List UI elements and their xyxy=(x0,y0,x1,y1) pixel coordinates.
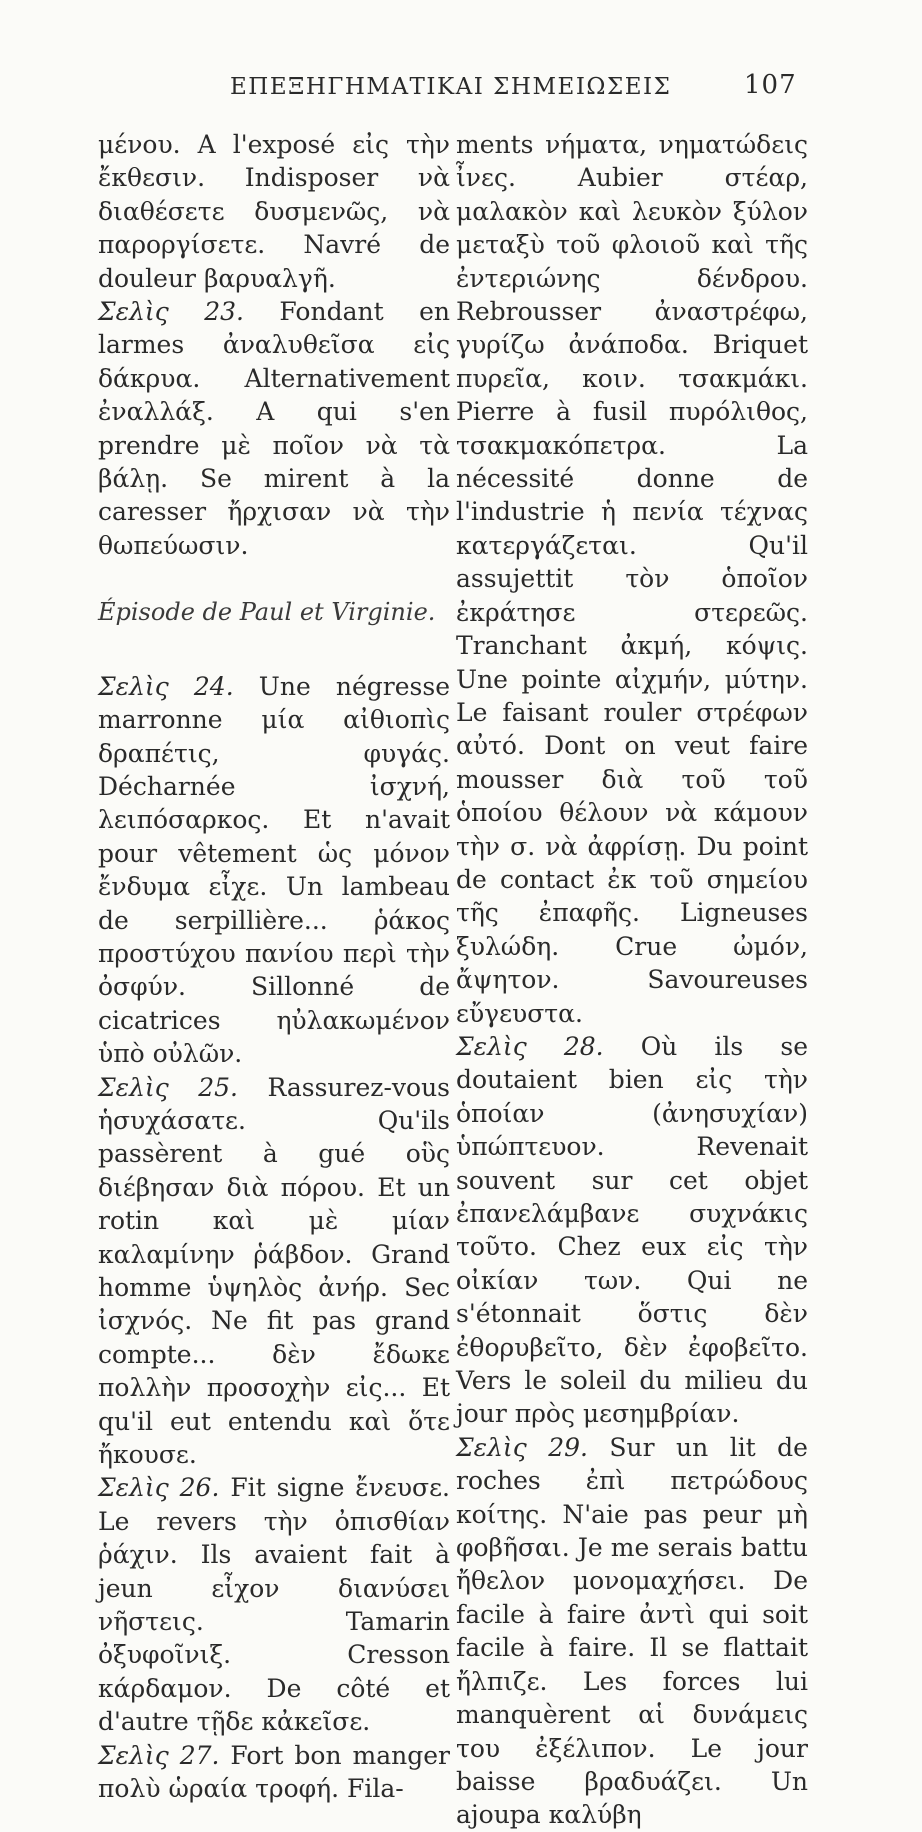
entry-page-27 xyxy=(98,1739,450,1806)
entry-text: Sur un lit de roches ἐπὶ πετρώδους κοίτης. N'aie pas peur μὴ φοβῆσαι. Je me serais battu ἤθελον μονομαχήσει. De facile à faire ἀντὶ qui soit facile à faire. Il se flattait ἤλπιζε. Les forces lui manquèrent αἱ δυνάμεις του ἐξέλιπον. Le jour baisse βραδυάζει. Un ajoupa καλύβη xyxy=(456,1432,808,1830)
entry-page-26 xyxy=(98,1471,450,1738)
entry-page-24 xyxy=(98,670,450,1071)
entry-page-29 xyxy=(456,1431,808,1832)
left-column xyxy=(98,128,450,1806)
page-number: 107 xyxy=(744,70,797,100)
continuation-paragraph xyxy=(98,128,450,295)
page-ref-label: Σελὶς 26. xyxy=(98,1473,220,1503)
page-ref-label: Σελὶς 28. xyxy=(456,1031,604,1061)
entry-text: Une négresse marronne μία αἰθιοπὶς δραπέτις, φυγάς. Décharnée ἰσχνή, λειπόσαρκος. Et n'avait pour vêtement ὡς μόνον ἔνδυμα εἶχε. Un lambeau de serpillière... ῥάκος προστύχου πανίου περὶ τὴν ὀσφύν. Sillonné de cicatrices ηὐλακωμένον ὑπὸ οὐλῶν. xyxy=(98,671,450,1069)
right-column xyxy=(456,128,808,1832)
episode-heading: Épisode de Paul et Virginie. xyxy=(98,598,436,627)
continuation-paragraph xyxy=(456,128,808,1030)
page-ref-label: Σελὶς 24. xyxy=(98,671,234,701)
running-title: ΕΠΕΞΗΓΗΜΑΤΙΚΑΙ ΣΗΜΕΙΩΣΕΙΣ xyxy=(230,74,672,100)
entry-page-28 xyxy=(456,1030,808,1431)
entry-text: Fort bon manger πολὺ ὡραία τροφή. Fila- xyxy=(98,1740,450,1804)
entry-page-23 xyxy=(98,295,450,562)
entry-text: Fondant en larmes ἀναλυθεῖσα εἰς δάκρυα. Alternativement ἐναλλάξ. A qui s'en prendre μὲ ποῖον νὰ τὰ βάλῃ. Se mirent à la caresser ἤρχισαν νὰ τὴν θωπεύωσιν. xyxy=(98,297,450,560)
entry-text: Fit signe ἔνευσε. Le revers τὴν ὀπισθίαν ῥάχιν. Ils avaient fait à jeun εἶχον διανύσει νῆστεις. Tamarin ὀξυφοῖνιξ. Cresson κάρδαμον. De côté et d'autre τῇδε κἀκεῖσε. xyxy=(98,1473,450,1737)
page-ref-label: Σελὶς 25. xyxy=(98,1072,238,1102)
entry-text: Où ils se doutaient bien εἰς τὴν ὁποίαν (ἀνησυχίαν) ὑπώπτευον. Revenait souvent sur cet objet ἐπανελάμβανε συχνάκις τοῦτο. Chez eux εἰς τὴν οἰκίαν των. Qui ne s'étonnait ὅστις δὲν ἐθορυβεῖτο, δὲν ἐφοβεῖτο. Vers le soleil du milieu du jour πρὸς μεσημβρίαν. xyxy=(456,1031,808,1429)
entry-text: Rassurez-vous ἡσυχάσατε. Qu'ils passèrent à gué οὓς διέβησαν διὰ πόρου. Et un rotin καὶ μὲ μίαν καλαμίνην ῥάβδον. Grand homme ὑψηλὸς ἀνήρ. Sec ἰσχνός. Ne fit pas grand compte... δὲν ἔδωκε πολλὴν προσοχὴν εἰς... Et qu'il eut entendu καὶ ὅτε ἤκουσε. xyxy=(98,1072,450,1470)
page-ref-label: Σελὶς 27. xyxy=(98,1740,220,1770)
page-header xyxy=(0,68,922,108)
paragraph-text: ments νήματα, νηματώδεις ἶνες. Aubier στέαρ, μαλακὸν καὶ λευκὸν ξύλον μεταξὺ τοῦ φλοιοῦ καὶ τῆς ἐντεριώνης δένδρου. Rebrousser ἀναστρέφω, γυρίζω ἀνάποδα. Briquet πυρεῖα, κοιν. τσακμάκι. Pierre à fusil πυρόλιθος, τσακμακόπετρα. La nécessité donne de l'industrie ἡ πενία τέχνας κατεργάζεται. Qu'il assujettit τὸν ὁποῖον ἐκράτησε στερεῶς. Tranchant ἀκμή, κόψις. Une pointe αἰχμήν, μύτην. Le faisant rouler στρέφων αὐτό. Dont on veut faire mousser διὰ τοῦ τοῦ ὁποίου θέλουν νὰ κάμουν τὴν σ. νὰ ἀφρίσῃ. Du point de contact ἐκ τοῦ σημείου τῆς ἐπαφῆς. Ligneuses ξυλώδη. Crue ὠμόν, ἄψητον. Savoureuses εὔγευστα. xyxy=(456,130,808,1028)
entry-page-25 xyxy=(98,1071,450,1472)
paragraph-text: μένου. A l'exposé εἰς τὴν ἔκθεσιν. Indisposer νὰ διαθέσετε δυσμενῶς, νὰ παροργίσετε. Navré de douleur βαρυαλγῆ. xyxy=(98,130,450,293)
page-ref-label: Σελὶς 23. xyxy=(98,297,244,327)
page-ref-label: Σελὶς 29. xyxy=(456,1432,588,1462)
